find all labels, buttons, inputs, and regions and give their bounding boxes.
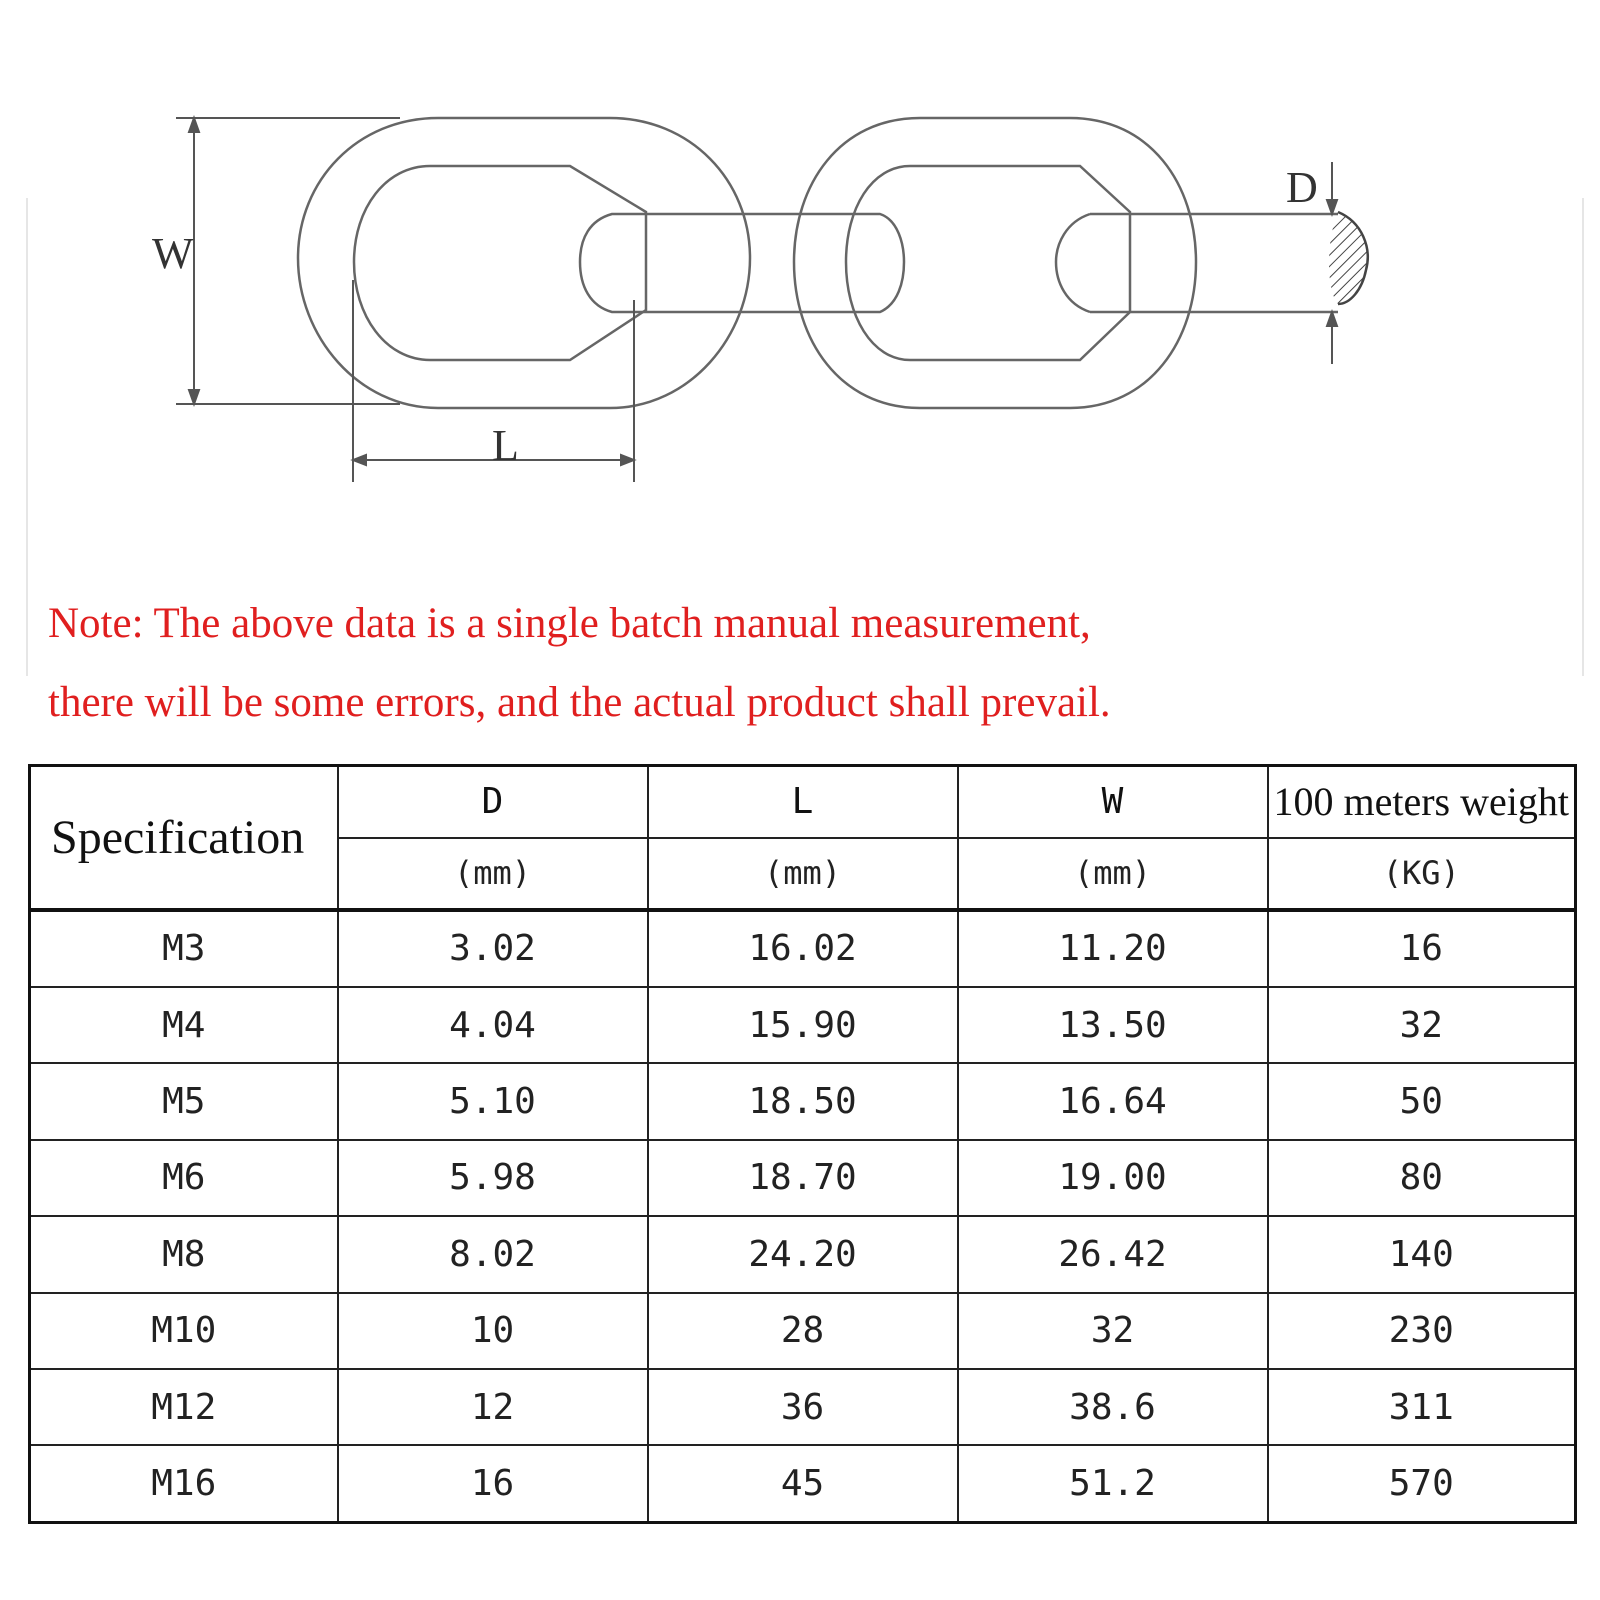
spec-cell: M5 [30, 1063, 338, 1139]
weight-cell: 230 [1268, 1293, 1576, 1369]
l-cell: 28 [648, 1293, 958, 1369]
w-cell: 26.42 [958, 1216, 1268, 1292]
dimension-label-l: L [492, 421, 519, 470]
table-row [30, 1140, 1576, 1216]
l-cell: 15.90 [648, 987, 958, 1063]
cross-section [1320, 205, 1380, 315]
w-cell: 13.50 [958, 987, 1268, 1063]
d-cell: 5.98 [338, 1140, 648, 1216]
weight-cell: 140 [1268, 1216, 1576, 1292]
column-header-w: W [958, 766, 1268, 838]
column-header-l: L [648, 766, 958, 838]
unit-w: (mm) [958, 838, 1268, 910]
d-cell: 8.02 [338, 1216, 648, 1292]
weight-cell: 32 [1268, 987, 1576, 1063]
spec-cell: M4 [30, 987, 338, 1063]
table-row [30, 1445, 1576, 1522]
l-cell: 36 [648, 1369, 958, 1445]
w-cell: 11.20 [958, 910, 1268, 987]
unit-weight: (KG) [1268, 838, 1576, 910]
spec-cell: M3 [30, 910, 338, 987]
d-cell: 16 [338, 1445, 648, 1522]
l-cell: 18.70 [648, 1140, 958, 1216]
table-row [30, 1293, 1576, 1369]
note-line-2: there will be some errors, and the actual product shall prevail. [48, 679, 1111, 726]
weight-cell: 570 [1268, 1445, 1576, 1522]
link-side-view-right [794, 118, 1196, 408]
l-cell: 45 [648, 1445, 958, 1522]
d-cell: 5.10 [338, 1063, 648, 1139]
link-top-view [580, 214, 1338, 312]
table-row [30, 1369, 1576, 1445]
unit-d: (mm) [338, 838, 648, 910]
l-cell: 16.02 [648, 910, 958, 987]
weight-cell: 16 [1268, 910, 1576, 987]
weight-cell: 311 [1268, 1369, 1576, 1445]
spec-cell: M8 [30, 1216, 338, 1292]
w-cell: 16.64 [958, 1063, 1268, 1139]
spec-cell: M12 [30, 1369, 338, 1445]
d-cell: 4.04 [338, 987, 648, 1063]
d-cell: 3.02 [338, 910, 648, 987]
w-cell: 19.00 [958, 1140, 1268, 1216]
unit-l: (mm) [648, 838, 958, 910]
table-row [30, 910, 1576, 987]
table-row [30, 1063, 1576, 1139]
side-rule-right [1582, 198, 1584, 676]
dimension-label-w: W [152, 229, 194, 278]
w-cell: 38.6 [958, 1369, 1268, 1445]
note-line-1: Note: The above data is a single batch manual measurement, [48, 600, 1091, 647]
w-dimension [176, 118, 400, 404]
w-cell: 51.2 [958, 1445, 1268, 1522]
weight-cell: 50 [1268, 1063, 1576, 1139]
side-rule-left [26, 198, 28, 676]
spec-table [28, 764, 1577, 1524]
column-header-weight: 100 meters weight [1268, 766, 1576, 838]
l-cell: 24.20 [648, 1216, 958, 1292]
dimension-label-d: D [1286, 163, 1318, 212]
table-row [30, 1216, 1576, 1292]
l-cell: 18.50 [648, 1063, 958, 1139]
spec-cell: M16 [30, 1445, 338, 1522]
table-row [30, 987, 1576, 1063]
spec-cell: M10 [30, 1293, 338, 1369]
spec-cell: M6 [30, 1140, 338, 1216]
d-cell: 12 [338, 1369, 648, 1445]
header-row [30, 766, 1576, 838]
d-cell: 10 [338, 1293, 648, 1369]
link-side-view-left [298, 118, 750, 408]
specification-header: Specification [30, 766, 338, 910]
w-cell: 32 [958, 1293, 1268, 1369]
column-header-d: D [338, 766, 648, 838]
weight-cell: 80 [1268, 1140, 1576, 1216]
